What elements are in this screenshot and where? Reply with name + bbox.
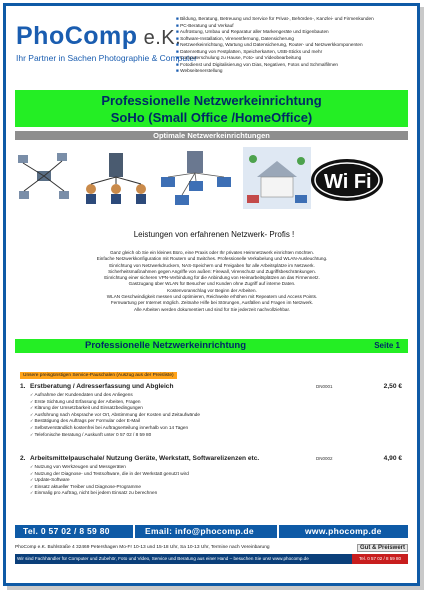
item-heading: Arbeitsmittelpauschale/ Nutzung Geräte, Werkstatt, Softwarelizenzen etc. bbox=[30, 455, 260, 462]
quality-badge: Gut & Preiswert bbox=[357, 544, 408, 552]
item-line: ✓ Einmalig pro Auftrag, nicht bei jedem Einsatz zu berechnen bbox=[30, 490, 404, 497]
item-number: 1. bbox=[20, 383, 26, 390]
contact-email[interactable]: Email: info@phocomp.de bbox=[145, 526, 254, 536]
item-line: ✓ Nutzung der Diagnose- und Testsoftware, die in der Werkstatt genutzt wird bbox=[30, 471, 404, 478]
intro-line: Einrichtung von Netzwerkdruckern, NAS-Speichern und Freigaben für alle Arbeitsplätze im Netzwerk. bbox=[109, 262, 315, 268]
item-line: ✓ Klärung der Umsetzbarkeit und Einsatzbedingungen bbox=[30, 405, 404, 412]
server-office-image bbox=[81, 147, 151, 209]
item-article-number: DN0002 bbox=[316, 456, 333, 461]
price-item bbox=[20, 383, 404, 438]
intro-paragraph bbox=[30, 250, 394, 313]
main-title-banner bbox=[15, 90, 408, 127]
home-network-image bbox=[243, 147, 311, 209]
item-article-number: DN0001 bbox=[316, 384, 333, 389]
item-line: ✓ Telefonische Beratung / Auskunft unter 0 57 02 / 8 59 80 bbox=[30, 432, 404, 439]
footer-bar-text: Wir sind Fachhändler für Computer und Zubehör, Foto und Video, Service und Beratung aus einer Hand – besuchen Sie uns! www.phocomp.de bbox=[17, 556, 309, 561]
section-header bbox=[15, 339, 408, 353]
intro-line: Kostenvoranschlag vor Beginn der Arbeiten. bbox=[167, 287, 257, 293]
wifi-logo bbox=[310, 158, 384, 202]
item-line: ✓ Ausführung nach Absprache vor Ort, Abstimmung der Kosten und Zeitaufwände bbox=[30, 412, 404, 419]
item-number: 2. bbox=[20, 455, 26, 462]
services-list-item: ■ Webseitenerstellung bbox=[176, 68, 412, 75]
intro-line: Fernwartung per Internet möglich. Zeitnahe Hilfe bei Störungen, Ausfällen und Fragen im Netzwerk. bbox=[110, 300, 314, 306]
services-list-item: ■ Aufrüstung, Umbau und Reparatur aller Markengeräte und Eigenbauten bbox=[176, 29, 412, 36]
services-list-item: ■ Software-Installation, Virenentfernung, Datensicherung bbox=[176, 36, 412, 43]
page-number: Seite 1 bbox=[374, 341, 400, 350]
workstations-image bbox=[157, 147, 235, 209]
services-list-item: ■ Bildung, Beratung, Betreuung und Service für Privat-, Behörden-, Kanzlei- und Firmenkunden bbox=[176, 16, 412, 23]
network-topology-image bbox=[15, 147, 73, 209]
services-list-item: ■ Netzwerkeinrichtung, Wartung und Datensicherung, Router- und Netzwerkkomponenten bbox=[176, 42, 412, 49]
intro-line: Alle Arbeiten werden dokumentiert und sind für Sie jederzeit nachvollziehbar. bbox=[133, 306, 291, 312]
contact-bar bbox=[15, 525, 408, 538]
item-line: ✓ Aufnahme der Kundendaten und des Anliegens bbox=[30, 392, 404, 399]
services-list-item: ■ Fotodienst und Digitalisierung von Dias, Negativen, Fotos und Schmalfilmen bbox=[176, 62, 412, 69]
price-item bbox=[20, 455, 404, 497]
main-title: Professionelle Netzwerkeinrichtung bbox=[101, 93, 322, 108]
item-line: ✓ Update-Software bbox=[30, 477, 404, 484]
price-note: Unsere preisgünstigen Service-Pauschalen (Auszug aus der Preisliste) bbox=[20, 372, 177, 379]
brand-tagline: Ihr Partner in Sachen Photographie & Computer bbox=[16, 53, 197, 63]
footer-bar bbox=[15, 554, 408, 564]
contact-divider bbox=[133, 525, 135, 538]
contact-phone[interactable]: Tel. 0 57 02 / 8 59 80 bbox=[23, 526, 110, 536]
item-price: 4,90 € bbox=[383, 455, 402, 462]
subtitle-bar: Optimale Netzwerkeinrichtungen bbox=[15, 131, 408, 140]
brand-name bbox=[16, 22, 197, 52]
item-price: 2,50 € bbox=[383, 383, 402, 390]
intro-heading: Leistungen von erfahrenen Netzwerk- Profis ! bbox=[133, 230, 295, 239]
intro-line: Ganz gleich ob Sie ein kleines Büro, eine Praxis oder Ihr privates Heimnetzwerk einrichten möchten. bbox=[109, 250, 314, 255]
item-heading: Erstberatung / Adresserfassung und Abgleich bbox=[30, 383, 174, 390]
services-list-item: ■ Computerschulung zu Hause, Foto- und Videobearbeitung bbox=[176, 55, 412, 62]
footer-phone: Tel. 0 57 02 / 8 59 80 bbox=[352, 554, 408, 564]
brand-pho: Pho bbox=[16, 22, 65, 50]
item-line: ✓ Nutzung von Werkzeugen und Messgeräten bbox=[30, 464, 404, 471]
services-list bbox=[176, 16, 412, 75]
brand-comp: Comp bbox=[64, 22, 138, 50]
wifi-logo-text: Wi Fi bbox=[324, 171, 372, 193]
intro-line: Gastzugang über WLAN für Besucher und Kunden ohne Zugriff auf interne Daten. bbox=[128, 281, 296, 287]
intro-line: WLAN Geschwindigkeit messen und optimieren, Reichweite erhöhen mit Repeatern und Access Points. bbox=[106, 294, 318, 300]
contact-divider bbox=[277, 525, 279, 538]
main-subtitle: SoHo (Small Office /HomeOffice) bbox=[110, 110, 313, 125]
item-line: ✓ Erste Sichtung und Erfassung der Arbeiten, Fragen bbox=[30, 399, 404, 406]
item-line: ✓ Selbstverständlich kostenfrei bei Auftragserteilung innerhalb von 14 Tagen bbox=[30, 425, 404, 432]
intro-line: Einfache Netzwerkkonfiguration mit Routern und Switches. Professionelle Verkabelung und WLAN-Ausleuchtung. bbox=[96, 256, 328, 262]
phocomp-logo bbox=[16, 22, 197, 63]
intro-line: Sicherheitsmaßnahmen gegen Angriffe von außen: Firewall, Virenschutz und Zugriffsbeschränkungen. bbox=[108, 268, 316, 274]
contact-website[interactable]: www.phocomp.de bbox=[305, 526, 382, 536]
section-title: Professionelle Netzwerkeinrichtung bbox=[85, 340, 247, 351]
footer-address-text: PhoComp e.K. Buhlstraße 4 32469 Petershagen Mo-Fr 10-13 und 15-18 Uhr, Sa 10-13 Uhr, Termine nach Vereinbarung bbox=[15, 545, 270, 550]
services-list-item: ■ Datenrettung von Festplatten, Speicherkarten, USB-Sticks und mehr bbox=[176, 49, 412, 56]
brand-ek: e.K. bbox=[137, 27, 182, 49]
footer-address bbox=[15, 545, 408, 550]
item-line: ✓ Einsatz aktueller Treiber und Diagnose-Programme bbox=[30, 484, 404, 491]
intro-line: Einrichtung einer sicheren VPN-Verbindung für die Anbindung von Heimarbeitsplätzen an das Firmennetz. bbox=[104, 275, 320, 281]
item-line: ✓ Bestätigung des Auftrags per Formular oder E-Mail bbox=[30, 418, 404, 425]
services-list-item: ■ PC-Beratung und Verkauf bbox=[176, 23, 412, 30]
